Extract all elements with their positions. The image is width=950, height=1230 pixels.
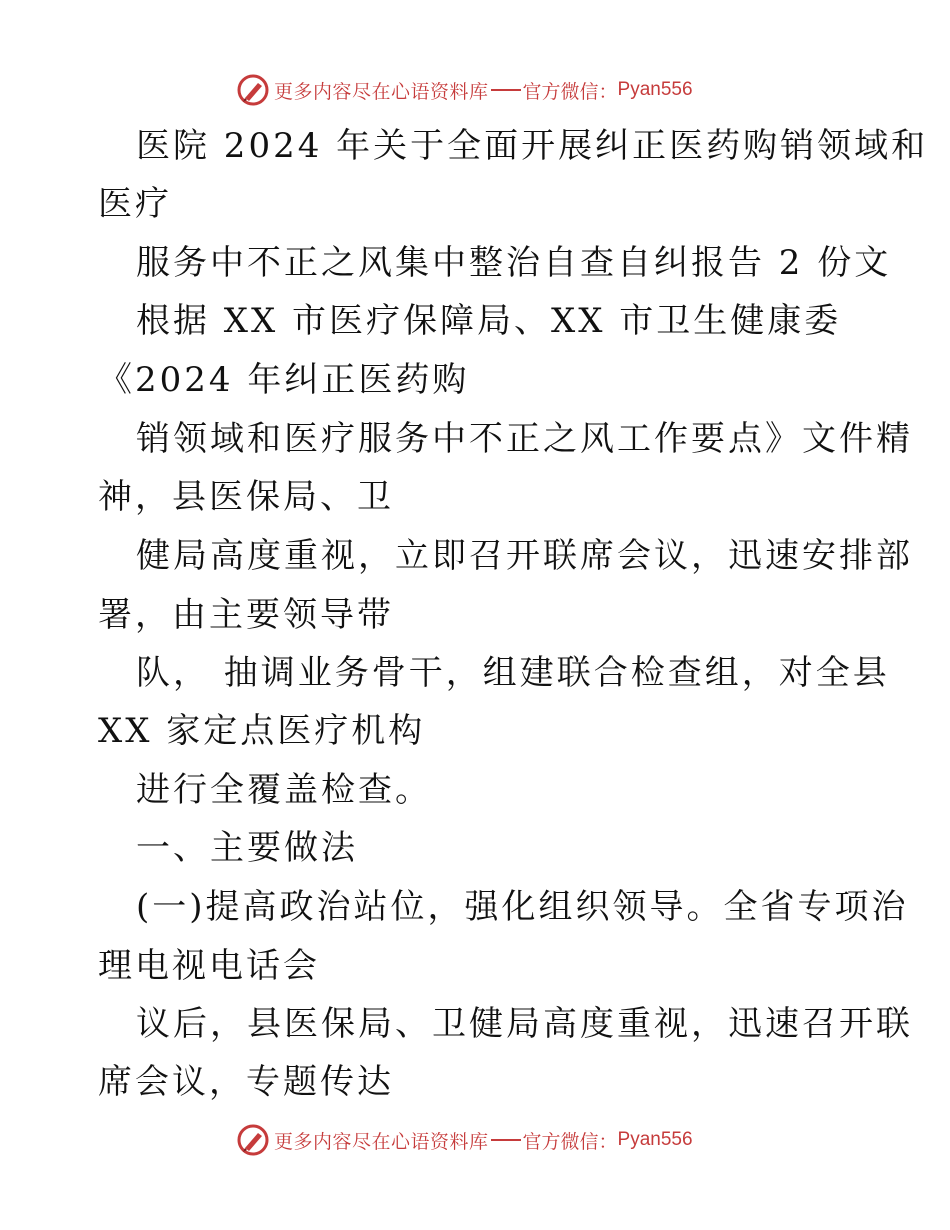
text-line: 医疗 [98,184,172,224]
text-line: 销领域和医疗服务中不正之风工作要点》文件精 [136,419,913,459]
watermark-official-label: 官方微信： [522,80,618,103]
section-heading: 一、主要做法 [136,828,358,868]
text-line: 医院 2024 年关于全面开展纠正医药购销领域和 [136,126,929,166]
text-line: 席会议，专题传达 [98,1062,394,1102]
footer-watermark [236,1122,693,1158]
watermark-text: 更多内容尽在心语资料库 [274,1130,489,1153]
watermark-wechat-id: Pyan556 [617,1129,693,1150]
text-line: 进行全覆盖检查。 [136,770,432,810]
watermark-text: 更多内容尽在心语资料库 [274,80,489,103]
pen-logo-icon [236,1123,270,1157]
text-line: 《2024 年纠正医药购 [98,360,470,400]
text-line: XX 家定点医疗机构 [98,711,426,751]
watermark-wechat-id: Pyan556 [617,79,693,100]
text-line: 理电视电话会 [98,946,320,986]
text-line: 议后，县医保局、卫健局高度重视，迅速召开联 [136,1004,913,1044]
watermark-dash [491,1139,521,1141]
text-line: 健局高度重视，立即召开联席会议，迅速安排部 [136,536,913,576]
text-line: (一)提高政治站位，强化组织领导。全省专项治 [136,887,909,927]
watermark-official-label: 官方微信： [522,1130,618,1153]
text-line: 署，由主要领导带 [98,595,394,635]
text-line: 根据 XX 市医疗保障局、XX 市卫生健康委 [136,301,842,341]
text-line: 服务中不正之风集中整治自查自纠报告 2 份文 [136,243,892,283]
text-line: 队， 抽调业务骨干，组建联合检查组，对全县 [136,653,890,693]
text-line: 神，县医保局、卫 [98,477,394,517]
